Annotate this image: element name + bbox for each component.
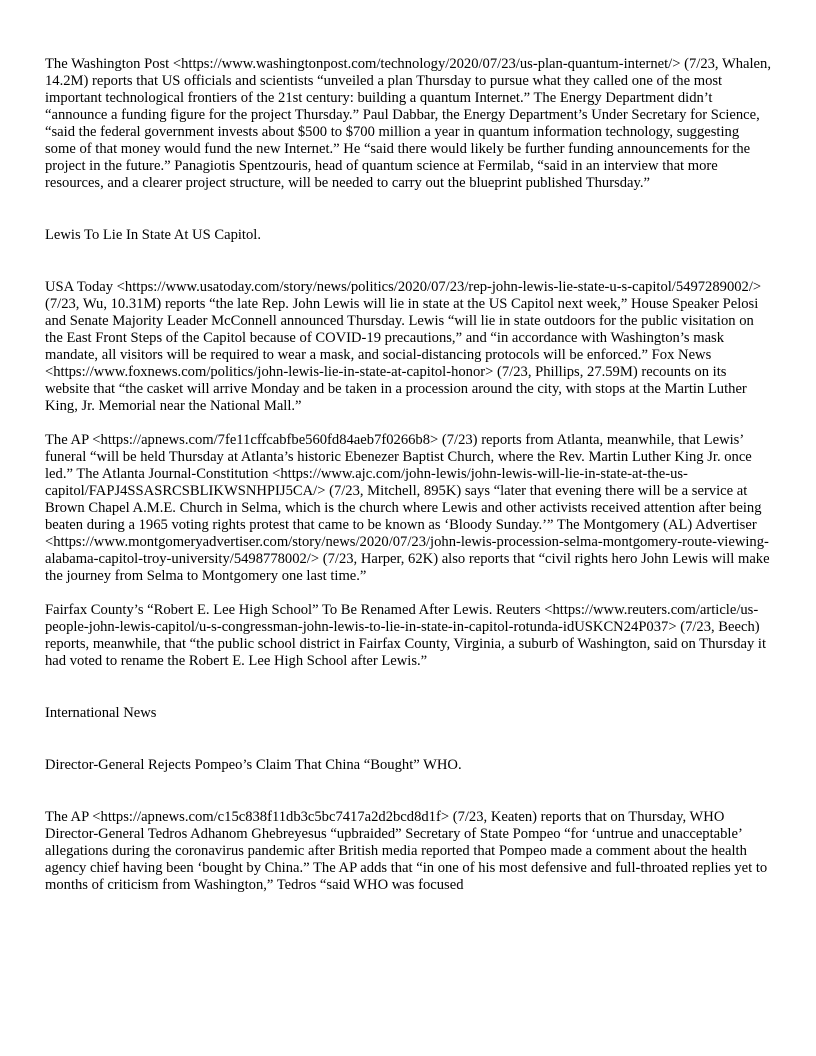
section-heading-who-pompeo: Director-General Rejects Pompeo’s Claim That China “Bought” WHO. (45, 757, 462, 773)
article-paragraph-quantum-internet: The Washington Post <https://www.washingtonpost.com/technology/2020/07/23/us-plan-quantum-internet/> (7/23, Whalen, 14.2M) reports that US officials and scientists “unveiled a plan Thursday to pursue what they called one of the most important technological frontiers of the 21st century: building a quantum Internet.” The Energy Department didn’t “announce a funding figure for the project Thursday.” Paul Dabbar, the Energy Department’s Under Secretary for Science, “said the federal government invests about $500 to $700 million a year in quantum information technology, suggesting some of that money would fund the new Internet.” He “said there would likely be further funding announcements for the project in the future.” Panagiotis Spentzouris, head of quantum science at Fermilab, “said in an interview that more resources, and a clearer project structure, will be needed to carry out the blueprint published Thursday.” (45, 56, 771, 191)
article-paragraph-fairfax-school: Fairfax County’s “Robert E. Lee High School” To Be Renamed After Lewis. Reuters <https://www.reuters.com/article/us-people-john-lewis-capitol/u-s-congressman-john-lewis-to-lie-in-state-in-capitol-rotunda-idUSKCN24P037> (7/23, Beech) reports, meanwhile, that “the public school district in Fairfax County, Virginia, a suburb of Washington, said on Thursday it had voted to rename the Robert E. Lee High School after Lewis.” (45, 602, 767, 669)
spacer (45, 722, 771, 757)
article-paragraph-ap-who: The AP <https://apnews.com/c15c838f11db3c5bc7417a2d2bcd8d1f> (7/23, Keaten) reports that on Thursday, WHO Director-General Tedros Adhanom Ghebreyesus “upbraided” Secretary of State Pompeo “for ‘untrue and unacceptable’ allegations during the coronavirus pandemic after British media reported that Pompeo made a comment about the health agency chief having been ‘bought by China.” The AP adds that “in one of his most defensive and full-throated replies yet to months of criticism from Washington,” Tedros “said WHO was focused (45, 809, 768, 893)
document-page (45, 56, 771, 894)
spacer (45, 670, 771, 705)
spacer (45, 192, 771, 227)
spacer (45, 774, 771, 809)
section-heading-lewis-lie-in-state: Lewis To Lie In State At US Capitol. (45, 227, 261, 243)
spacer (45, 415, 771, 432)
article-paragraph-usa-today: USA Today <https://www.usatoday.com/story/news/politics/2020/07/23/rep-john-lewis-lie-state-u-s-capitol/5497289002/> (7/23, Wu, 10.31M) reports “the late Rep. John Lewis will lie in state at the US Capitol next week,” House Speaker Pelosi and Senate Majority Leader McConnell announced Thursday. Lewis “will lie in state outdoors for the public visitation on the East Front Steps of the Capitol because of COVID-19 precautions,” and “in accordance with Washington’s mask mandate, all visitors will be required to wear a mask, and social-distancing protocols will be enforced.” Fox News <https://www.foxnews.com/politics/john-lewis-lie-in-state-at-capitol-honor> (7/23, Phillips, 27.59M) recounts on its website that “the casket will arrive Monday and be taken in a procession around the city, with stops at the Martin Luther King, Jr. Memorial near the National Mall.” (45, 279, 762, 414)
section-heading-international-news: International News (45, 705, 157, 721)
article-paragraph-ap-funeral: The AP <https://apnews.com/7fe11cffcabfbe560fd84aeb7f0266b8> (7/23) reports from Atlanta, meanwhile, that Lewis’ funeral “will be held Thursday at Atlanta’s historic Ebenezer Baptist Church, where the Rev. Martin Luther King Jr. once led.” The Atlanta Journal-Constitution <https://www.ajc.com/john-lewis/john-lewis-will-lie-in-state-at-the-us-capitol/FAPJ4SSASRCSBLIKWSNHPIJ5CA/> (7/23, Mitchell, 895K) says “later that evening there will be a service at Brown Chapel A.M.E. Church in Selma, which is the church where Lewis and other activists received attention after being beaten during a 1965 voting rights protest that came to be known as ‘Bloody Sunday.’” The Montgomery (AL) Advertiser <https://www.montgomeryadvertiser.com/story/news/2020/07/23/john-lewis-procession-selma-montgomery-route-viewing-alabama-capitol-troy-university/5498778002/> (7/23, Harper, 62K) also reports that “civil rights hero John Lewis will make the journey from Selma to Montgomery one last time.” (45, 432, 770, 584)
spacer (45, 585, 771, 602)
spacer (45, 244, 771, 279)
